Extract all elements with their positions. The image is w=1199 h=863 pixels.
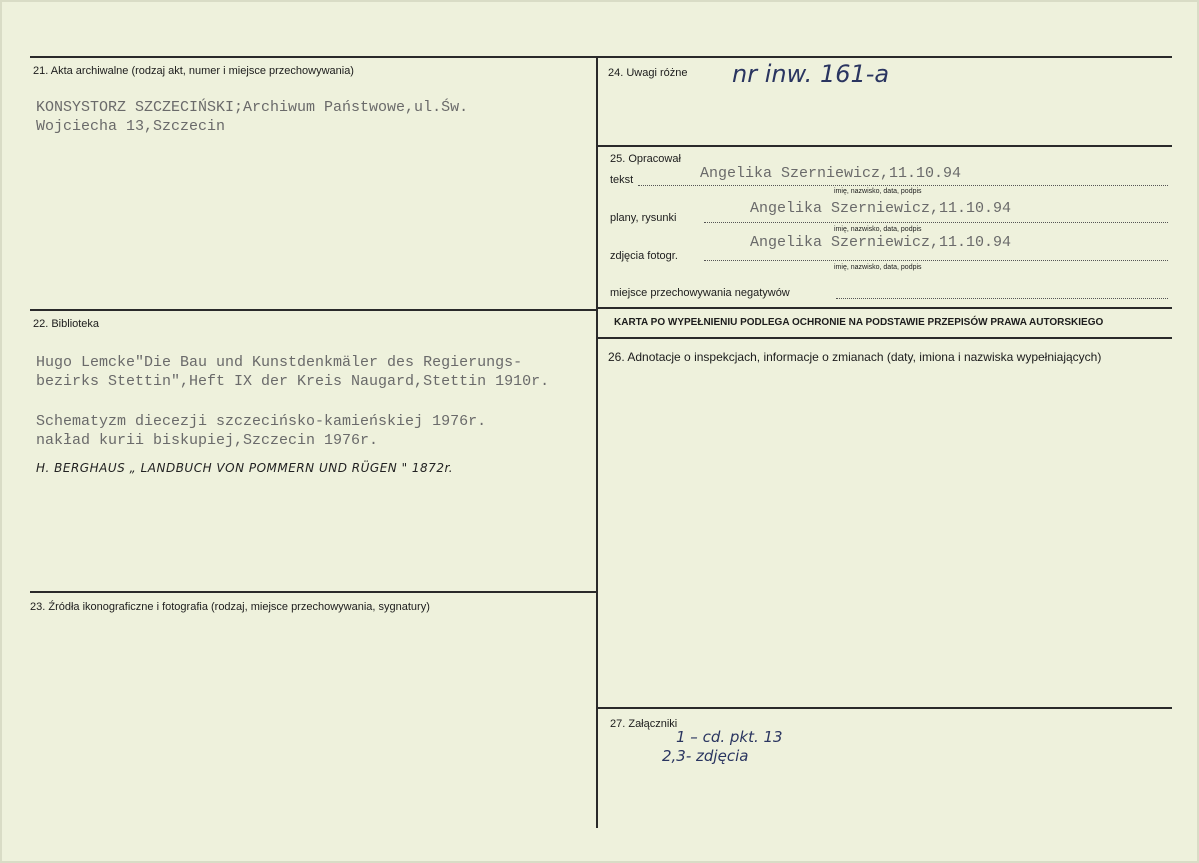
section-21-line-2: Wojciecha 13,Szczecin: [36, 118, 226, 135]
plany-value: Angelika Szerniewicz,11.10.94: [750, 200, 1012, 217]
copyright-notice: KARTA PO WYPEŁNIENIU PODLEGA OCHRONIE NA PODSTAWIE PRZEPISÓW PRAWA AUTORSKIEGO: [614, 317, 1104, 328]
section-24-handwritten: nr inw. 161-a: [732, 60, 890, 88]
rule-24-25: [598, 145, 1172, 147]
section-21-label: 21. Akta archiwalne (rodzaj akt, numer i miejsce przechowywania): [33, 65, 354, 77]
negatywy-dotted-line: [836, 298, 1168, 299]
section-22-line-1: Hugo Lemcke"Die Bau und Kunstdenkmäler des Regierungs-: [36, 354, 523, 371]
section-21-line-1: KONSYSTORZ SZCZECIŃSKI;Archiwum Państwowe,ul.Św.: [36, 99, 469, 116]
section-27-label: 27. Załączniki: [610, 718, 678, 730]
tekst-value: Angelika Szerniewicz,11.10.94: [700, 165, 962, 182]
rule-21-22: [30, 309, 596, 311]
rule-26-27: [598, 707, 1172, 709]
section-24-label: 24. Uwagi różne: [608, 67, 688, 79]
section-25-label: 25. Opracował: [610, 153, 681, 165]
plany-caption: imię, nazwisko, data, podpis: [834, 226, 922, 233]
plany-dotted-line: [704, 222, 1168, 223]
section-27-hand-2: 2,3- zdjęcia: [662, 747, 749, 765]
tekst-label: tekst: [610, 174, 634, 186]
plany-label: plany, rysunki: [610, 212, 677, 224]
section-26-label: 26. Adnotacje o inspekcjach, informacje o zmianach (daty, imiona i nazwiska wypełniających): [608, 350, 1102, 364]
tekst-dotted-line: [638, 185, 1168, 186]
zdjecia-value: Angelika Szerniewicz,11.10.94: [750, 234, 1012, 251]
section-22-line-3: Schematyzm diecezji szczecińsko-kamieńskiej 1976r.: [36, 413, 487, 430]
top-rule: [30, 56, 1172, 58]
rule-25-26: [598, 337, 1172, 339]
tekst-caption: imię, nazwisko, data, podpis: [834, 188, 922, 195]
section-27-hand-1: 1 – cd. pkt. 13: [676, 728, 783, 746]
section-22-handwritten: H. BERGHAUS „ LANDBUCH VON POMMERN UND RÜGEN " 1872r.: [36, 461, 454, 475]
rule-25-notice: [598, 307, 1172, 309]
zdjecia-label: zdjęcia fotogr.: [610, 250, 678, 262]
negatywy-label: miejsce przechowywania negatywów: [610, 287, 790, 299]
rule-22-23: [30, 591, 596, 593]
center-divider: [596, 56, 598, 828]
section-22-line-2: bezirks Stettin",Heft IX der Kreis Naugard,Stettin 1910r.: [36, 373, 550, 390]
section-22-line-4: nakład kurii biskupiej,Szczecin 1976r.: [36, 432, 379, 449]
zdjecia-caption: imię, nazwisko, data, podpis: [834, 264, 922, 271]
zdjecia-dotted-line: [704, 260, 1168, 261]
section-22-label: 22. Biblioteka: [33, 318, 100, 330]
section-23-label: 23. Źródła ikonograficzne i fotografia (rodzaj, miejsce przechowywania, sygnatury): [30, 601, 430, 613]
